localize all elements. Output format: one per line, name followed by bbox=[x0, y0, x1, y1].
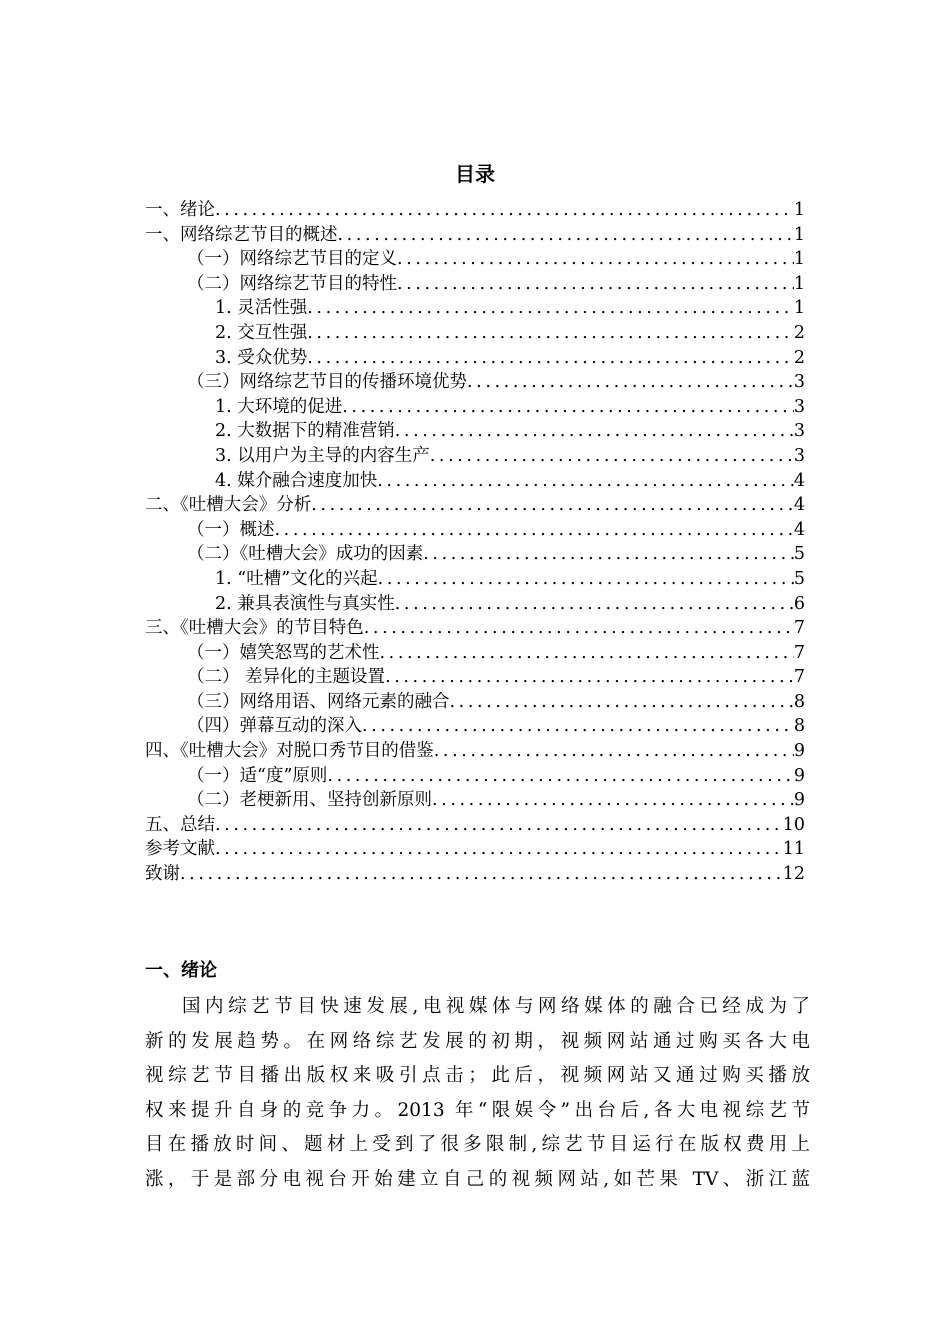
toc-dot-leader bbox=[215, 837, 783, 862]
toc-entry-text: （二） 差异化的主题设置 bbox=[187, 667, 386, 688]
toc-page-number: 10 bbox=[782, 814, 805, 835]
toc-dot-leader bbox=[307, 296, 794, 321]
toc-page-number: 11 bbox=[782, 839, 805, 860]
toc-entry[interactable] bbox=[145, 641, 805, 666]
toc-dot-leader bbox=[385, 665, 794, 690]
toc-page-number: 9 bbox=[793, 765, 805, 786]
toc-page-number: 1 bbox=[793, 249, 805, 270]
toc-dot-leader bbox=[450, 690, 794, 715]
toc-entry-text: （一）网络综艺节目的定义 bbox=[187, 249, 397, 270]
toc-page-number: 9 bbox=[793, 741, 805, 762]
toc-page-number: 7 bbox=[793, 618, 805, 639]
toc-dot-leader bbox=[364, 616, 794, 641]
toc-entry[interactable] bbox=[145, 419, 805, 444]
toc-entry-text: 四、《吐槽大会》对脱口秀节目的借鉴 bbox=[145, 741, 434, 762]
toc-dot-leader bbox=[327, 764, 793, 789]
toc-entry[interactable] bbox=[145, 542, 805, 567]
toc-dot-leader bbox=[215, 813, 783, 838]
toc-page-number: 5 bbox=[793, 544, 805, 565]
toc-dot-leader bbox=[311, 493, 794, 518]
toc-page-number: 3 bbox=[793, 396, 805, 417]
section-heading: 一、绪论 bbox=[145, 960, 217, 981]
toc-entry[interactable] bbox=[145, 616, 805, 641]
toc-dot-leader bbox=[434, 739, 794, 764]
toc-entry[interactable] bbox=[145, 813, 805, 838]
toc-page-number: 4 bbox=[793, 470, 805, 491]
toc-entry[interactable] bbox=[145, 837, 805, 862]
paragraph-line: 国内综艺节目快速发展,电视媒体与网络媒体的融合已经成为了 bbox=[182, 996, 810, 1017]
toc-dot-leader bbox=[378, 567, 794, 592]
toc-page-number: 8 bbox=[793, 691, 805, 712]
toc-page-number: 7 bbox=[793, 642, 805, 663]
toc-dot-leader bbox=[380, 641, 794, 666]
toc-entry[interactable] bbox=[145, 592, 805, 617]
toc-entry-text: 五、总结 bbox=[145, 814, 215, 835]
toc-page-number: 2 bbox=[793, 347, 805, 368]
toc-entry[interactable] bbox=[145, 764, 805, 789]
toc-entry-text: （三）网络用语、网络元素的融合 bbox=[187, 691, 450, 712]
toc-entry[interactable] bbox=[145, 518, 805, 543]
toc-page-number: 7 bbox=[793, 667, 805, 688]
toc-entry-text: 2. 大数据下的精准营销 bbox=[215, 421, 395, 442]
toc-entry-text: 3. 受众优势 bbox=[215, 347, 308, 368]
toc-entry[interactable] bbox=[145, 690, 805, 715]
toc-entry-text: 1. “吐槽”文化的兴起 bbox=[215, 568, 378, 589]
toc-entry-text: （一）概述 bbox=[187, 519, 275, 540]
toc-entry-text: 1. 灵活性强 bbox=[215, 298, 308, 319]
toc-page-number: 2 bbox=[793, 322, 805, 343]
toc-entry-text: 一、绪论 bbox=[145, 200, 215, 220]
toc-page-number: 1 bbox=[793, 298, 805, 319]
toc-page-number: 4 bbox=[793, 519, 805, 540]
toc-entry[interactable] bbox=[145, 296, 805, 321]
toc-page-number: 1 bbox=[793, 200, 805, 220]
toc-entry-text: 4. 媒介融合速度加快 bbox=[215, 470, 378, 491]
toc-dot-leader bbox=[180, 862, 783, 887]
toc-entry[interactable] bbox=[145, 346, 805, 371]
toc-page-number: 1 bbox=[793, 273, 805, 294]
paragraph-line: 目在播放时间、题材上受到了很多限制,综艺节目运行在版权费用上 bbox=[145, 1134, 810, 1155]
toc-dot-leader bbox=[395, 419, 794, 444]
toc-dot-leader bbox=[395, 592, 794, 617]
toc-entry[interactable] bbox=[145, 788, 805, 813]
toc-dot-leader bbox=[467, 370, 794, 395]
paragraph-line: 权来提升自身的竞争力。2013 年“限娱令”出台后,各大电视综艺节 bbox=[145, 1099, 810, 1121]
toc-dot-leader bbox=[307, 321, 794, 346]
toc-dot-leader bbox=[430, 444, 794, 469]
toc-page-number: 3 bbox=[793, 421, 805, 442]
toc-dot-leader bbox=[215, 198, 794, 223]
toc-entry-text: （二）网络综艺节目的特性 bbox=[187, 273, 397, 294]
toc-entry-text: 2. 交互性强 bbox=[215, 322, 308, 343]
paragraph-line: 视综艺节目播出版权来吸引点击；此后，视频网站又通过购买播放 bbox=[145, 1065, 810, 1086]
toc-entry[interactable] bbox=[145, 395, 805, 420]
toc-entry-text: （二）老梗新用、坚持创新原则 bbox=[187, 790, 432, 811]
toc-entry[interactable] bbox=[145, 321, 805, 346]
toc-page-number: 3 bbox=[793, 372, 805, 393]
toc-entry-text: （二）《吐槽大会》成功的因素 bbox=[187, 544, 424, 565]
toc-page-number: 5 bbox=[793, 568, 805, 589]
toc-page-number: 12 bbox=[782, 864, 805, 885]
toc-entry[interactable] bbox=[145, 469, 805, 494]
toc-entry[interactable] bbox=[145, 714, 805, 739]
toc-entry[interactable] bbox=[145, 567, 805, 592]
toc-entry-text: 三、《吐槽大会》的节目特色 bbox=[145, 618, 364, 639]
toc-dot-leader bbox=[307, 346, 794, 371]
toc-entry[interactable] bbox=[145, 493, 805, 518]
paragraph-line: 涨，于是部分电视台开始建立自己的视频网站,如芒果 TV、浙江蓝 bbox=[145, 1168, 810, 1190]
table-of-contents bbox=[145, 198, 805, 887]
section-body bbox=[145, 990, 810, 1197]
toc-entry[interactable] bbox=[145, 862, 805, 887]
toc-dot-leader bbox=[342, 395, 794, 420]
toc-entry-text: 二、《吐槽大会》分析 bbox=[145, 495, 312, 516]
toc-dot-leader bbox=[423, 542, 794, 567]
toc-entry-text: 参考文献 bbox=[145, 839, 215, 860]
toc-dot-leader bbox=[275, 518, 794, 543]
toc-entry-text: 一、网络综艺节目的概述 bbox=[145, 224, 338, 245]
toc-entry[interactable] bbox=[145, 223, 805, 248]
toc-dot-leader bbox=[377, 469, 794, 494]
toc-entry-text: （三）网络综艺节目的传播环境优势 bbox=[187, 372, 467, 393]
toc-dot-leader bbox=[362, 714, 794, 739]
toc-entry[interactable] bbox=[145, 739, 805, 764]
toc-entry[interactable] bbox=[145, 272, 805, 297]
toc-entry[interactable] bbox=[145, 247, 805, 272]
toc-entry-text: 2. 兼具表演性与真实性 bbox=[215, 593, 395, 614]
toc-entry[interactable] bbox=[145, 444, 805, 469]
toc-entry-text: 致谢 bbox=[145, 864, 180, 885]
toc-dot-leader bbox=[397, 272, 794, 297]
toc-dot-leader bbox=[338, 223, 794, 248]
toc-entry-text: （一）嬉笑怒骂的艺术性 bbox=[187, 642, 380, 663]
toc-title: 目录 bbox=[455, 162, 495, 186]
toc-entry-text: （一）适“度”原则 bbox=[187, 765, 328, 786]
toc-entry[interactable] bbox=[145, 665, 805, 690]
toc-page-number: 9 bbox=[793, 790, 805, 811]
toc-page-number: 8 bbox=[793, 716, 805, 737]
toc-entry-text: （四）弹幕互动的深入 bbox=[187, 716, 362, 737]
paragraph-line: 新的发展趋势。在网络综艺发展的初期，视频网站通过购买各大电 bbox=[145, 1030, 810, 1052]
toc-entry[interactable] bbox=[145, 198, 805, 223]
toc-page-number: 3 bbox=[793, 445, 805, 466]
toc-page-number: 6 bbox=[793, 593, 805, 614]
toc-dot-leader bbox=[432, 788, 794, 813]
toc-page-number: 1 bbox=[793, 224, 805, 245]
toc-entry-text: 3. 以用户为主导的内容生产 bbox=[215, 445, 430, 466]
toc-page-number: 4 bbox=[793, 495, 805, 516]
toc-dot-leader bbox=[397, 247, 794, 272]
toc-entry[interactable] bbox=[145, 370, 805, 395]
toc-entry-text: 1. 大环境的促进 bbox=[215, 396, 343, 417]
